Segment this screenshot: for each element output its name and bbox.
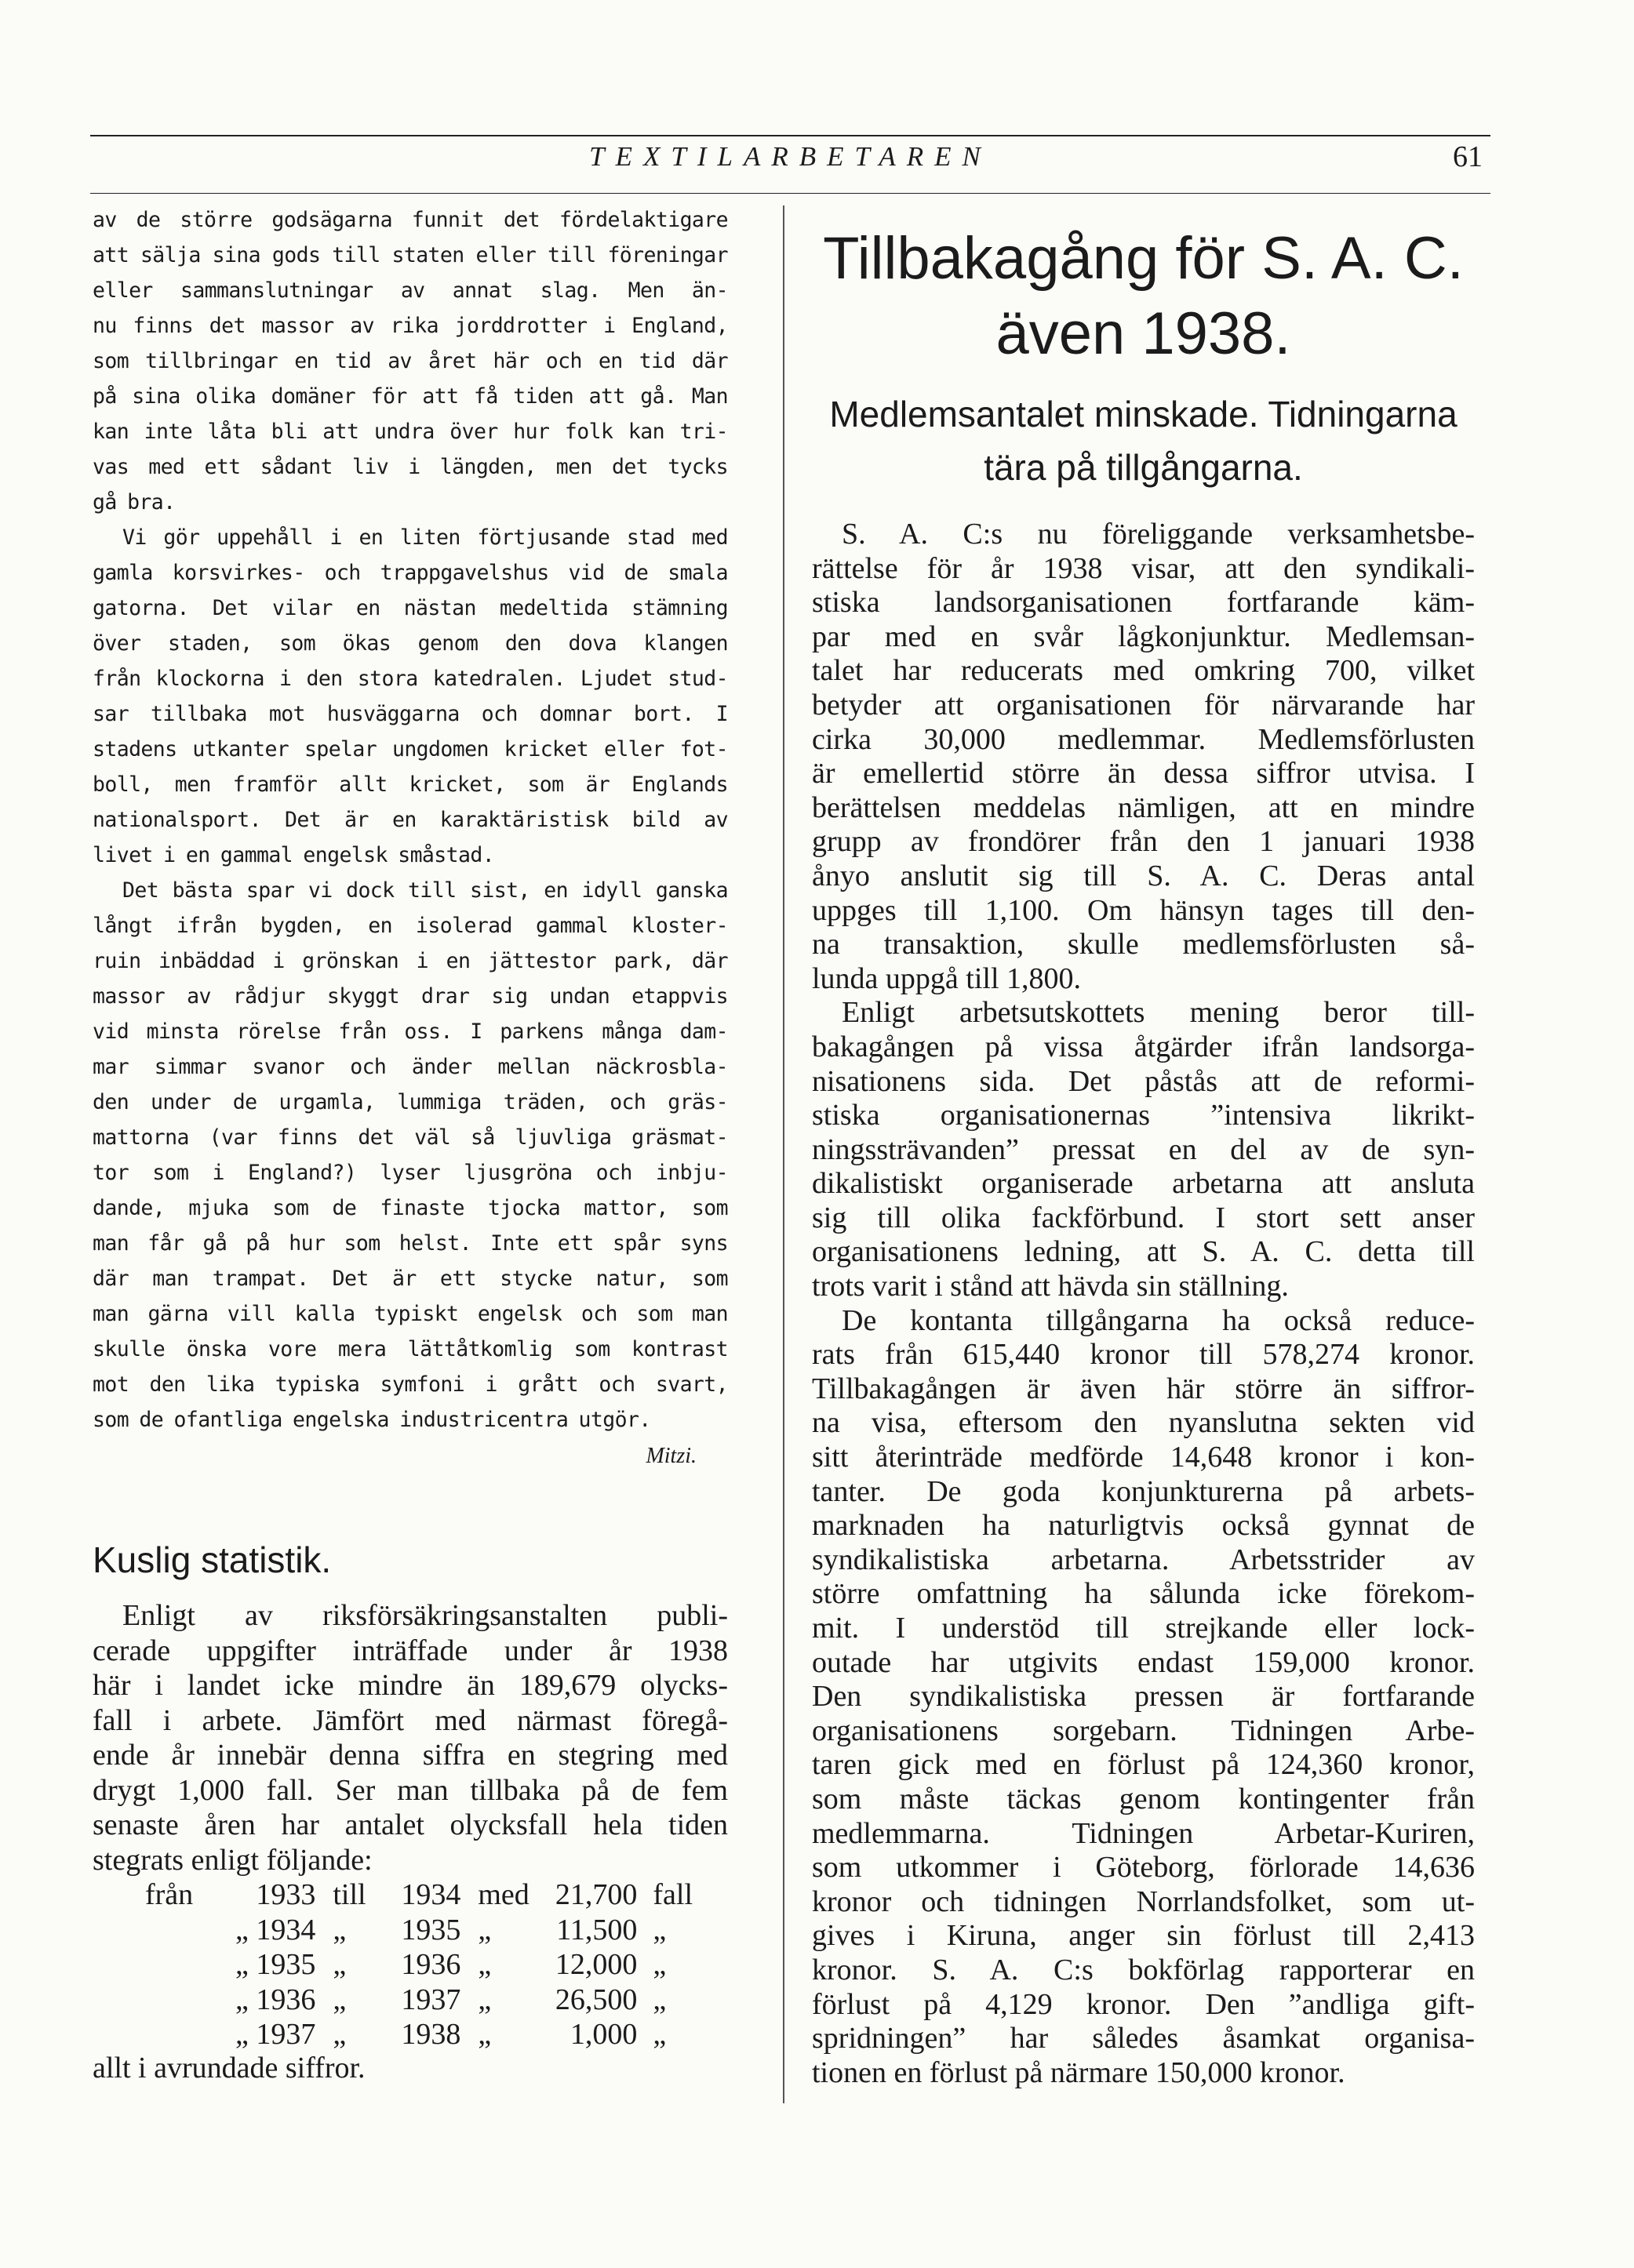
text-line: S. A. C:s nu föreliggande verksamhetsbe- <box>842 518 1475 551</box>
text-line: på sina olika domäner för att få tiden att gå. Man <box>93 384 728 409</box>
running-head <box>90 141 1490 173</box>
text-line: bakagången på vissa åtgärder ifrån landsorga- <box>812 1030 1475 1063</box>
table-cell: „ <box>653 1983 667 2016</box>
table-cell <box>145 1913 235 1948</box>
text-line: dande, mjuka som de finaste tjocka mattor, som <box>93 1196 728 1220</box>
text-line: Vi gör uppehåll i en liten förtjusande stad med <box>122 525 728 550</box>
text-line: som de ofantliga engelska industricentra utgör. <box>93 1408 651 1432</box>
text-line: trots varit i stånd att hävda sin ställning. <box>812 1270 1289 1303</box>
text-line: från klockorna i den stora katedralen. Ljudet stud- <box>93 667 728 691</box>
text-line: man gärna vill kalla typiskt engelsk och som man <box>93 1302 728 1326</box>
text-line: berättelsen meddelas nämligen, att en mindre <box>812 791 1475 824</box>
table-cell: fall <box>653 1878 693 1911</box>
table-row <box>145 1877 693 1913</box>
text-line: Det bästa spar vi dock till sist, en idyll ganska <box>122 878 728 903</box>
accident-statistics-table <box>145 1877 693 2052</box>
text-line: ende år innebär denna siffra en stegring med <box>93 1739 728 1772</box>
text-line: boll, men framför allt kricket, som är Englands <box>93 772 728 797</box>
table-cell: till <box>333 1878 366 1911</box>
running-title: TEXTILARBETAREN <box>589 141 992 172</box>
article-heading: Kuslig statistik. <box>93 1539 332 1580</box>
text-line: stiska landsorganisationen fortfarande käm- <box>812 586 1475 620</box>
text-line: kronor och tidningen Norrlandsfolket, som ut- <box>812 1885 1475 1918</box>
text-line: organisationens ledning, att S. A. C. detta till <box>812 1235 1475 1269</box>
table-cell: „ 1935 <box>235 1948 316 1981</box>
text-line: här i landet icke mindre än 189,679 olycks- <box>93 1669 728 1702</box>
table-cell: „ 1936 <box>235 1983 316 2016</box>
text-line: organisationens sorgebarn. Tidningen Arbe- <box>812 1714 1475 1747</box>
text-line: ånyo anslutit sig till S. A. C. Deras antal <box>812 859 1475 892</box>
header-rule-bottom <box>90 193 1490 194</box>
table-cell: 12,000 <box>555 1948 638 1981</box>
text-line: cirka 30,000 medlemmar. Medlemsförlusten <box>812 722 1475 756</box>
header-rule-top <box>90 135 1490 136</box>
text-line: ningssträvanden” pressat en del av de syn- <box>812 1132 1475 1166</box>
text-line: Den syndikalistiska pressen är fortfarande <box>812 1680 1475 1714</box>
table-cell: „ <box>333 1983 347 2016</box>
table-cell: 21,700 <box>555 1878 638 1911</box>
text-line: nu finns det massor av rika jorddrotter i England, <box>93 314 728 338</box>
page-number: 61 <box>1453 140 1483 173</box>
text-line: rättelse för år 1938 visar, att den syndikali- <box>812 551 1475 585</box>
table-cell <box>145 1983 235 2018</box>
table-cell: „ <box>333 1948 347 1981</box>
text-line: stadens utkanter spelar ungdomen kricket eller fot- <box>93 737 728 761</box>
text-line: Enligt arbetsutskottets mening beror till- <box>842 996 1475 1030</box>
text-line: marknaden ha naturligtvis också gynnat de <box>812 1509 1475 1543</box>
text-line: mar simmar svanor och änder mellan näckrosbla- <box>93 1055 728 1079</box>
text-line: tionen en förlust på närmare 150,000 kronor. <box>812 2055 1345 2089</box>
text-line: gives i Kiruna, anger sin förlust till 2,413 <box>812 1919 1475 1953</box>
text-line: som tillbringar en tid av året här och en tid där <box>93 349 728 373</box>
table-cell <box>145 1947 235 1983</box>
text-line: långt ifrån bygden, en isolerad gammal kloster- <box>93 914 728 938</box>
text-line: som måste täckas genom kontingenter från <box>812 1782 1475 1815</box>
article-headline: även 1938. <box>995 300 1291 367</box>
article-subheading <box>812 387 1475 494</box>
text-line: gamla korsvirkes- och trappgavelshus vid de smala <box>93 561 728 585</box>
author-signature: Mitzi. <box>646 1444 697 1468</box>
text-line: massor av rådjur skyggt drar sig undan etappvis <box>93 984 728 1009</box>
text-line: fall i arbete. Jämfört med närmast föregå- <box>93 1703 728 1737</box>
table-cell: 1,000 <box>570 2018 638 2051</box>
table-row <box>145 1983 693 2018</box>
text-line: livet i en gammal engelsk småstad. <box>93 843 495 867</box>
text-line: nisationens sida. Det påstås att de reformi- <box>812 1064 1475 1098</box>
text-line: drygt 1,000 fall. Ser man tillbaka på de fem <box>93 1773 728 1807</box>
text-line: över staden, som ökas genom den dova klangen <box>93 631 728 656</box>
text-line: att sälja sina gods till staten eller till föreningar <box>93 243 728 267</box>
text-line: större omfattning ha sålunda icke förekom- <box>812 1577 1475 1611</box>
text-line: spridningen” har således åsamkat organisa- <box>812 2022 1475 2055</box>
text-line: cerade uppgifter inträffade under år 1938 <box>93 1634 728 1667</box>
text-line: av de större godsägarna funnit det fördelaktigare <box>93 208 728 232</box>
subheading-line: Medlemsantalet minskade. Tidningarna <box>829 394 1457 434</box>
text-line: sig till olika fackförbund. I stort sett anser <box>812 1201 1475 1234</box>
table-cell: från <box>145 1878 194 1911</box>
text-line: syndikalistiska arbetarna. Arbetsstrider av <box>812 1543 1475 1576</box>
text-line: De kontanta tillgångarna ha också reduce- <box>842 1303 1475 1337</box>
text-line: gå bra. <box>93 490 176 514</box>
text-line: ruin inbäddad i grönskan i en jättestor park, där <box>93 949 728 973</box>
table-cell: med <box>478 1878 530 1911</box>
text-line: Enligt av riksförsäkringsanstalten publi- <box>122 1599 728 1632</box>
table-cell: „ <box>478 1948 492 1981</box>
text-line: lunda uppgå till 1,800. <box>812 961 1082 995</box>
text-line: kronor. S. A. C:s bokförlag rapporterar en <box>812 1953 1475 1986</box>
table-cell: 1933 <box>256 1878 316 1911</box>
text-line: dikalistiskt organiserade arbetarna att ansluta <box>812 1167 1475 1201</box>
table-cell: „ <box>333 1913 347 1946</box>
text-line: förlust på 4,129 kronor. Den ”andliga gift- <box>812 1987 1475 2021</box>
text-line: tor som i England?) lyser ljusgröna och inbju- <box>93 1161 728 1185</box>
left-article <box>93 202 728 1469</box>
text-line: kan inte låta bli att undra över hur folk kan tri- <box>93 420 728 444</box>
table-row <box>145 1947 693 1983</box>
table-cell: 1938 <box>401 2018 461 2051</box>
text-line: mattorna (var finns det väl så ljuvliga gräsmat- <box>93 1125 728 1150</box>
table-cell: „ <box>478 1983 492 2016</box>
table-cell: 26,500 <box>555 1983 638 2016</box>
text-line: den under de urgamla, lummiga träden, och gräs- <box>93 1090 728 1114</box>
text-line: taren gick med en förlust på 124,360 kronor, <box>812 1748 1475 1782</box>
text-line: sar tillbaka mot husväggarna och domnar bort. I <box>93 702 728 726</box>
table-cell: „ <box>653 1948 667 1981</box>
text-line: nationalsport. Det är en karaktäristisk bild av <box>93 808 728 832</box>
table-cell <box>145 2017 235 2052</box>
table-cell: 1936 <box>401 1948 461 1981</box>
table-cell: „ 1934 <box>235 1913 316 1946</box>
text-line: mot den lika typiska symfoni i grått och svart, <box>93 1372 728 1397</box>
text-line: där man trampat. Det är ett stycke natur, som <box>93 1267 728 1291</box>
text-line: senaste åren har antalet olycksfall hela tiden <box>93 1808 728 1841</box>
subheading-line: tära på tillgångarna. <box>984 447 1303 488</box>
text-line: stegrats enligt följande: <box>93 1843 373 1877</box>
text-line: medlemmarna. Tidningen Arbetar-Kuriren, <box>812 1816 1475 1850</box>
table-cell: 1935 <box>401 1913 461 1946</box>
text-line: uppges till 1,100. Om hänsyn tages till den- <box>812 893 1475 927</box>
table-cell: „ <box>478 2018 492 2051</box>
right-article <box>812 221 1475 2090</box>
text-line: outade har utgivits endast 159,000 kronor. <box>812 1645 1475 1679</box>
text-line: par med en svår lågkonjunktur. Medlemsan- <box>812 620 1475 653</box>
table-cell: 1934 <box>401 1878 461 1911</box>
text-line: betyder att organisationen för närvarande har <box>812 688 1475 721</box>
text-line: som utkommer i Göteborg, förlorade 14,636 <box>812 1851 1475 1885</box>
table-cell: „ <box>653 2018 667 2051</box>
column-divider <box>783 205 784 2103</box>
text-line: man får gå på hur som helst. Inte ett spår syns <box>93 1231 728 1256</box>
text-line: tanter. De goda konjunkturerna på arbets- <box>812 1474 1475 1508</box>
text-line: Tillbakagången är även här större än siffror- <box>812 1372 1475 1405</box>
text-line: gatorna. Det vilar en nästan medeltida stämning <box>93 596 728 620</box>
text-line: talet har reducerats med omkring 700, vilket <box>812 654 1475 688</box>
text-line: mit. I understöd till strejkande eller lock- <box>812 1612 1475 1645</box>
statistics-article-body <box>93 1598 728 1877</box>
text-line: vid minsta rörelse från oss. I parkens många dam- <box>93 1020 728 1044</box>
table-cell: „ 1937 <box>235 2018 316 2051</box>
text-line: är emellertid större än dessa siffror utvisa. I <box>812 757 1475 791</box>
text-line: stiska organisationernas ”intensiva likrikt- <box>812 1099 1475 1132</box>
text-line: grupp av frondörer från den 1 januari 1938 <box>812 825 1475 859</box>
article-headline: Tillbakagång för S. A. C. <box>823 225 1464 292</box>
table-row <box>145 2017 693 2052</box>
table-cell: „ <box>653 1913 667 1946</box>
text-line: skulle önska vore mera lättåtkomlig som kontrast <box>93 1337 728 1361</box>
text-line: eller sammanslutningar av annat slag. Men än- <box>93 278 728 303</box>
table-row <box>145 1913 693 1948</box>
text-line: na visa, eftersom den nyanslutna sekten vid <box>812 1406 1475 1440</box>
text-line: sitt återinträde medförde 14,648 kronor i kon- <box>812 1441 1475 1474</box>
table-cell: „ <box>333 2018 347 2051</box>
text-line: rats från 615,440 kronor till 578,274 kronor. <box>812 1338 1475 1372</box>
table-cell: „ <box>478 1913 492 1946</box>
table-footnote: allt i avrundade siffror. <box>93 2052 366 2084</box>
text-line: na transaktion, skulle medlemsförlusten så- <box>812 928 1475 961</box>
table-cell: 11,500 <box>556 1913 638 1946</box>
text-line: vas med ett sådant liv i längden, men det tycks <box>93 455 728 479</box>
table-cell: 1937 <box>401 1983 461 2016</box>
